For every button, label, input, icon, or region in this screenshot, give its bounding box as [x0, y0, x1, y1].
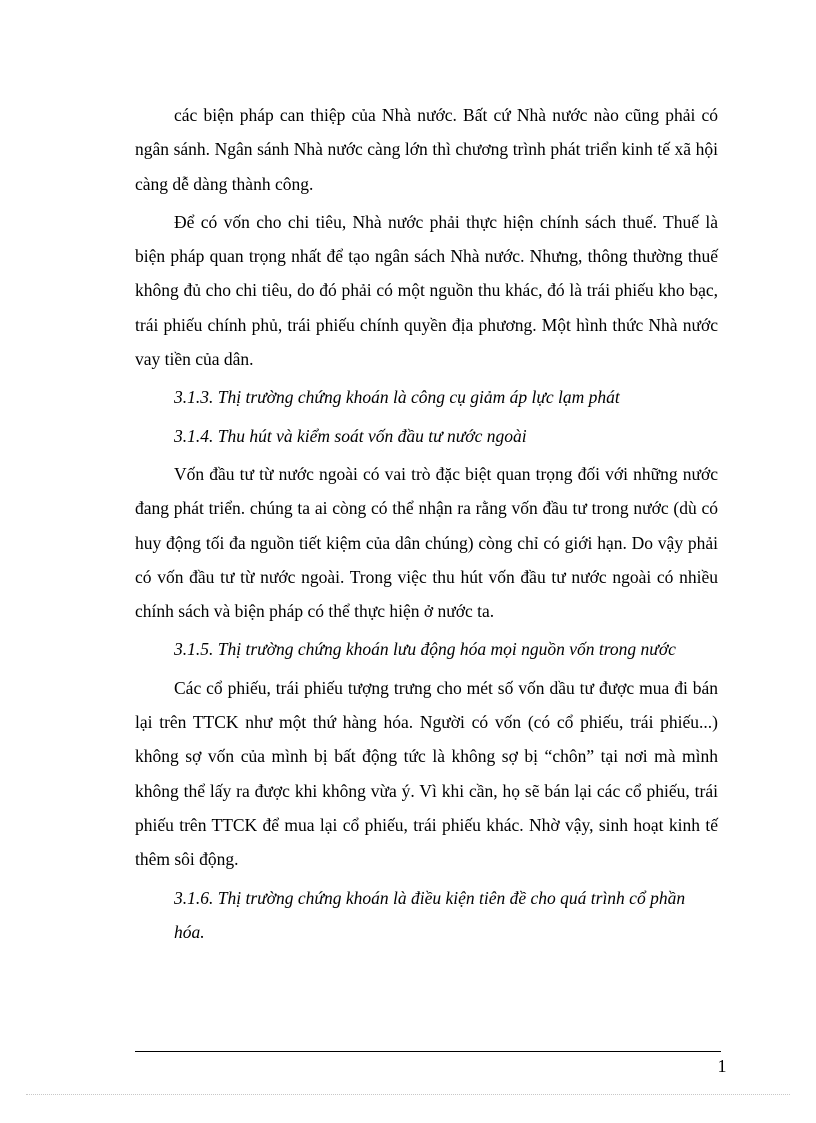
section-heading-3-1-4: 3.1.4. Thu hút và kiểm soát vốn đầu tư nước ngoài [174, 425, 527, 446]
section-heading-3-1-3: 3.1.3. Thị trường chứng khoán là công cụ giảm áp lực lạm phát [174, 387, 620, 408]
paragraph-liquidity: Các cổ phiếu, trái phiếu tượng trưng cho mét số vốn dầu tư được mua đi bán lại trên TTCK như một thứ hàng hóa. Người có vốn (có cổ phiếu, trái phiếu...) không sợ vốn của mình bị bất động tức là không sợ bị “chôn” tại nơi mà mình không thể lấy ra được khi không vừa ý. Vì khi cần, họ sẽ bán lại các cổ phiếu, trái phiếu trên TTCK để mua lại cổ phiếu, trái phiếu khác. Nhờ vậy, sinh hoạt kinh tế thêm sôi động. [135, 677, 718, 870]
footer-divider [135, 1051, 721, 1052]
section-heading-3-1-6: 3.1.6. Thị trường chứng khoán là điều kiện tiên đề cho quá trình cổ phần hóa. [174, 887, 686, 942]
section-heading-3-1-5: 3.1.5. Thị trường chứng khoán lưu động hóa mọi nguồn vốn trong nước [174, 639, 676, 660]
paragraph-foreign-investment: Vốn đầu tư từ nước ngoài có vai trò đặc biệt quan trọng đối với những nước đang phát triển. chúng ta ai còng có thể nhận ra rằng vốn đầu tư trong nước (dù có huy động tối đa nguồn tiết kiệm của dân chúng) còng chỉ có giới hạn. Do vậy phải có vốn đầu tư từ nước ngoài. Trong việc thu hút vốn đầu tư nước ngoài có nhiều chính sách và biện pháp có thể thực hiện ở nước ta. [135, 463, 718, 622]
page-edge-dotted-line [26, 1094, 790, 1095]
paragraph-state-budget: các biện pháp can thiệp của Nhà nước. Bất cứ Nhà nước nào cũng phải có ngân sánh. Ngân sánh Nhà nước càng lớn thì chương trình phát triển kinh tế xã hội càng dễ dàng thành công. [135, 105, 718, 194]
page-body [135, 98, 718, 953]
page-number: 1 [717, 1056, 727, 1076]
paragraph-tax-policy: Để có vốn cho chi tiêu, Nhà nước phải thực hiện chính sách thuế. Thuế là biện pháp quan trọng nhất để tạo ngân sách Nhà nước. Nhưng, thông thường thuế không đủ cho chi tiêu, do đó phải có một nguồn thu khác, đó là trái phiếu kho bạc, trái phiếu chính phủ, trái phiếu chính quyền địa phương. Một hình thức Nhà nước vay tiền của dân. [135, 211, 718, 370]
